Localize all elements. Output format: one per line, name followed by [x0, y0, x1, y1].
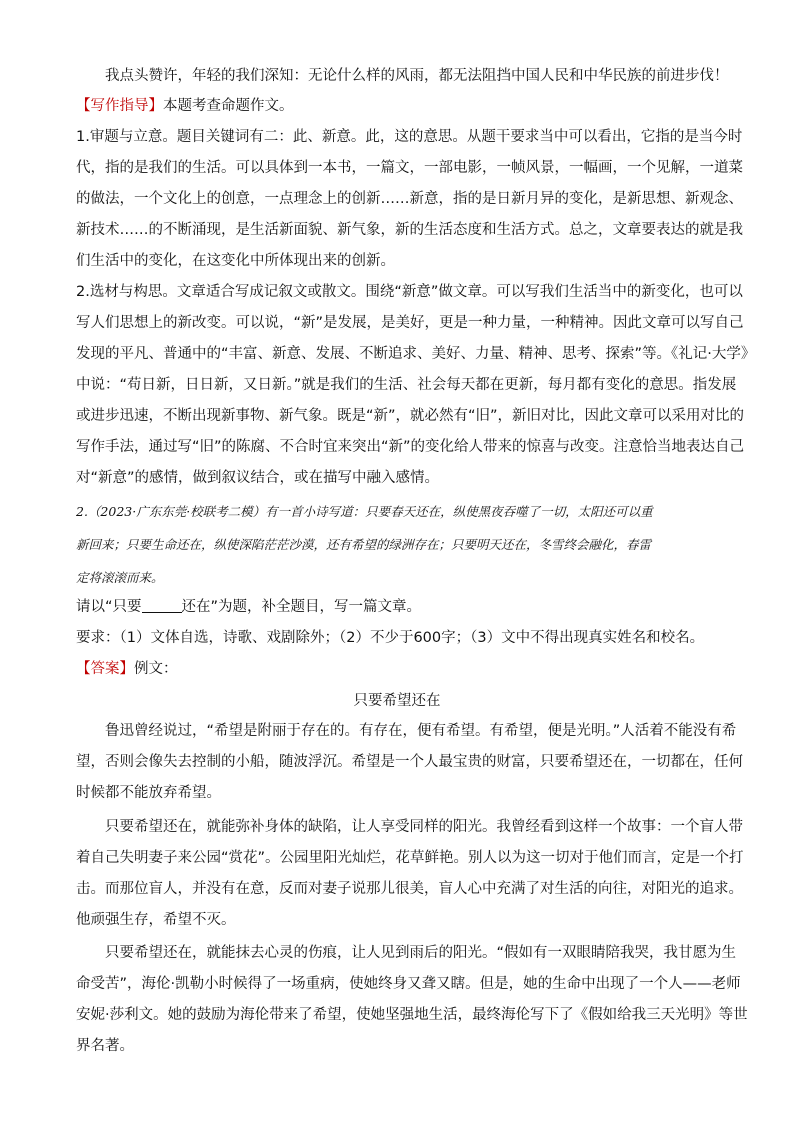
answer-tag: 【答案】	[76, 661, 134, 677]
answer-heading	[76, 654, 726, 684]
intro-paragraph: 我点头赞许，年轻的我们深知：无论什么样的风雨，都无法阻挡中国人民和中华民族的前进步伐！	[105, 68, 729, 84]
essay-prompt	[76, 592, 726, 622]
writing-guide-text: 本题考查命题作文。	[163, 98, 294, 114]
essay-p2-line: 着自己失明妻子来公园“赏花”。公园里阳光灿烂，花草鲜艳。别人以为这一切对于他们而言，定是一个打	[76, 850, 744, 866]
writing-guide-tag: 【写作指导】	[76, 98, 163, 114]
guide-p1-line: 新技术……的不断涌现，是生活新面貌、新气象，新的生活态度和生活方式。总之，文章要表达的就是我	[76, 222, 743, 238]
prompt-before: 请以“只要	[76, 599, 142, 615]
essay-p1-line: 鲁迅曾经说过，“希望是附丽于存在的。有存在，便有希望。有希望，便是光明。”人活着不能没有希	[105, 723, 737, 739]
writing-guide-heading	[76, 91, 726, 121]
question-line: 新回来；只要生命还在，纵使深陷茫茫沙漠，还有希望的绿洲存在；只要明天还在，冬雪终会融化，春雷	[76, 537, 652, 552]
requirements: 要求：（1）文体自选，诗歌、戏剧除外；（2）不少于600字；（3）文中不得出现真实姓名和校名。	[76, 630, 705, 646]
essay-title: 只要希望还在	[353, 693, 441, 709]
question-line: 2.（2023·广东东莞·校联考二模）有一首小诗写道：只要春天还在，纵使黑夜吞噬了一切，太阳还可以重	[76, 504, 653, 519]
essay-p2-line: 他顽强生存，希望不灭。	[76, 912, 236, 928]
guide-p2-line: 中说：“苟日新，日日新，又日新。”就是我们的生活、社会每天都在更新，每月都有变化的意思。指发展	[76, 377, 737, 393]
guide-p2-line: 或进步迅速，不断出现新事物、新气象。既是“新”，就必然有“旧”，新旧对比，因此文章可以采用对比的	[76, 408, 745, 424]
guide-p1-line: 1.审题与立意。题目关键词有二：此、新意。此，这的意思。从题干要求当中可以看出，它指的是当今时	[76, 129, 743, 145]
guide-p2-line: 写人们思想上的新改变。可以说，“新”是发展，是美好，更是一种力量，一种精神。因此文章可以写自己	[76, 315, 744, 331]
essay-p2-line: 击。而那位盲人，并没有在意，反而对妻子说那儿很美，盲人心中充满了对生活的向往，对阳光的追求。	[76, 881, 743, 897]
guide-p1-line: 代，指的是我们的生活。可以具体到一本书，一篇文，一部电影，一帧风景，一幅画，一个见解，一道菜	[76, 160, 743, 176]
title-blank	[142, 598, 182, 613]
prompt-after: 还在”为题，补全题目，写一篇文章。	[181, 599, 422, 615]
essay-p3-line: 界名著。	[76, 1038, 134, 1054]
answer-text: 例文：	[134, 661, 178, 677]
guide-p2-line: 2.选材与构思。文章适合写成记叙文或散文。围绕“新意”做文章。可以写我们生活当中的新变化，也可以	[76, 284, 743, 300]
guide-p2-line: 写作手法，通过写“旧”的陈腐、不合时宜来突出“新”的变化给人带来的惊喜与改变。注意恰当地表达自己	[76, 439, 745, 455]
guide-p1-line: 的做法，一个文化上的创意，一点理念上的创新……新意，指的是日新月异的变化，是新思想、新观念、	[76, 191, 743, 207]
essay-p2-line: 只要希望还在，就能弥补身体的缺陷，让人享受同样的阳光。我曾经看到这样一个故事：一个盲人带	[105, 819, 743, 835]
essay-p3-line: 安妮·莎利文。她的鼓励为海伦带来了希望，使她坚强地生活，最终海伦写下了《假如给我三天光明》等世	[76, 1007, 748, 1023]
essay-p1-line: 望，否则会像失去控制的小船，随波浮沉。希望是一个人最宝贵的财富，只要希望还在，一切都在，任何	[76, 754, 743, 770]
question-line: 定将滚滚而来。	[76, 570, 164, 585]
essay-p3-line: 只要希望还在，就能抹去心灵的伤痕，让人见到雨后的阳光。“假如有一双眼睛陪我哭，我甘愿为生	[105, 945, 737, 961]
essay-p1-line: 时候都不能放弃希望。	[76, 785, 221, 801]
guide-p1-line: 们生活中的变化，在这变化中所体现出来的创新。	[76, 253, 395, 269]
essay-p3-line: 命受苦”，海伦·凯勒小时候得了一场重病，使她终身又聋又瞎。但是，她的生命中出现了一个人——老师	[76, 976, 741, 992]
guide-p2-line: 发现的平凡、普通中的“丰富、新意、发展、不断追求、美好、力量、精神、思考、探索”等。《礼记·大学》	[76, 346, 756, 362]
guide-p2-line: 对“新意”的感情，做到叙议结合，或在描写中融入感情。	[76, 470, 440, 486]
